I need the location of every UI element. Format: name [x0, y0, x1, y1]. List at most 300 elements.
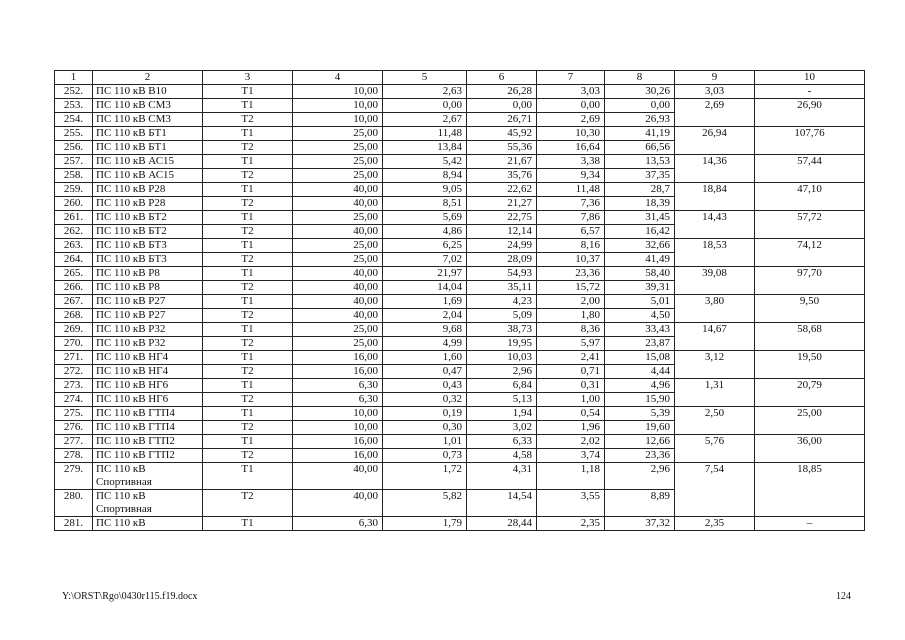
- group-percent-cell: 18,85: [755, 463, 865, 517]
- value-cell: 3,74: [537, 449, 605, 463]
- transformer-id: Т1: [203, 99, 293, 113]
- row-number: 260.: [55, 197, 93, 211]
- value-cell: 40,00: [293, 490, 383, 517]
- value-cell: 21,67: [467, 155, 537, 169]
- table-row: [55, 463, 865, 490]
- value-cell: 5,82: [383, 490, 467, 517]
- value-cell: 0,19: [383, 407, 467, 421]
- table-row: [55, 517, 865, 531]
- transformer-id: Т1: [203, 323, 293, 337]
- table-body: [55, 71, 865, 531]
- group-percent-cell: 9,50: [755, 295, 865, 323]
- value-cell: 6,25: [383, 239, 467, 253]
- group-total-cell: 14,67: [675, 323, 755, 351]
- substation-name: ПС 110 кВ Р27: [93, 295, 203, 309]
- value-cell: 22,75: [467, 211, 537, 225]
- row-number: 271.: [55, 351, 93, 365]
- value-cell: 11,48: [537, 183, 605, 197]
- group-total-cell: 3,80: [675, 295, 755, 323]
- value-cell: 40,00: [293, 309, 383, 323]
- table-row: [55, 267, 865, 281]
- value-cell: 12,66: [605, 435, 675, 449]
- value-cell: 0,43: [383, 379, 467, 393]
- value-cell: 35,76: [467, 169, 537, 183]
- value-cell: 6,33: [467, 435, 537, 449]
- substation-name: ПС 110 кВ Р8: [93, 281, 203, 295]
- value-cell: 66,56: [605, 141, 675, 155]
- value-cell: 8,36: [537, 323, 605, 337]
- substation-name: ПС 110 кВ БТ3: [93, 239, 203, 253]
- value-cell: 16,00: [293, 435, 383, 449]
- group-total-cell: 18,84: [675, 183, 755, 211]
- transformer-id: Т1: [203, 517, 293, 531]
- row-number: 277.: [55, 435, 93, 449]
- substation-name: ПС 110 кВ БТ1: [93, 127, 203, 141]
- header-cell: 7: [537, 71, 605, 85]
- header-cell: 1: [55, 71, 93, 85]
- group-total-cell: 2,69: [675, 99, 755, 127]
- value-cell: 18,39: [605, 197, 675, 211]
- header-row: [55, 71, 865, 85]
- value-cell: 10,00: [293, 113, 383, 127]
- transformer-id: Т2: [203, 365, 293, 379]
- group-percent-cell: 58,68: [755, 323, 865, 351]
- footer-page-number: 124: [836, 591, 851, 602]
- transformer-id: Т1: [203, 351, 293, 365]
- value-cell: 26,28: [467, 85, 537, 99]
- value-cell: 6,30: [293, 517, 383, 531]
- value-cell: 25,00: [293, 337, 383, 351]
- substation-name: ПС 110 кВ БТ1: [93, 141, 203, 155]
- header-cell: 10: [755, 71, 865, 85]
- substation-name: ПС 110 кВ Р28: [93, 183, 203, 197]
- value-cell: 45,92: [467, 127, 537, 141]
- group-total-cell: 3,12: [675, 351, 755, 379]
- value-cell: 7,36: [537, 197, 605, 211]
- substation-name: ПС 110 кВ Р27: [93, 309, 203, 323]
- header-cell: 6: [467, 71, 537, 85]
- value-cell: 54,93: [467, 267, 537, 281]
- value-cell: 0,00: [605, 99, 675, 113]
- row-number: 264.: [55, 253, 93, 267]
- value-cell: 30,26: [605, 85, 675, 99]
- value-cell: 26,93: [605, 113, 675, 127]
- value-cell: 7,02: [383, 253, 467, 267]
- substation-name: ПС 110 кВ НГ4: [93, 351, 203, 365]
- row-number: 265.: [55, 267, 93, 281]
- transformer-id: Т1: [203, 463, 293, 490]
- value-cell: 1,72: [383, 463, 467, 490]
- row-number: 252.: [55, 85, 93, 99]
- table-row: [55, 295, 865, 309]
- group-total-cell: 2,35: [675, 517, 755, 531]
- row-number: 274.: [55, 393, 93, 407]
- value-cell: 6,57: [537, 225, 605, 239]
- value-cell: 1,60: [383, 351, 467, 365]
- value-cell: 10,00: [293, 407, 383, 421]
- value-cell: 16,42: [605, 225, 675, 239]
- row-number: 281.: [55, 517, 93, 531]
- value-cell: 0,47: [383, 365, 467, 379]
- substation-name: ПС 110 кВ ГТП4: [93, 421, 203, 435]
- row-number: 261.: [55, 211, 93, 225]
- value-cell: 2,96: [467, 365, 537, 379]
- table-row: [55, 85, 865, 99]
- value-cell: 5,69: [383, 211, 467, 225]
- transformer-id: Т1: [203, 183, 293, 197]
- value-cell: 2,04: [383, 309, 467, 323]
- row-number: 273.: [55, 379, 93, 393]
- group-percent-cell: 26,90: [755, 99, 865, 127]
- value-cell: 19,60: [605, 421, 675, 435]
- value-cell: 25,00: [293, 253, 383, 267]
- value-cell: 16,00: [293, 365, 383, 379]
- value-cell: 31,45: [605, 211, 675, 225]
- substation-name: ПС 110 кВ НГ6: [93, 379, 203, 393]
- value-cell: 23,36: [537, 267, 605, 281]
- value-cell: 15,08: [605, 351, 675, 365]
- value-cell: 0,00: [467, 99, 537, 113]
- value-cell: 2,67: [383, 113, 467, 127]
- group-percent-cell: 36,00: [755, 435, 865, 463]
- value-cell: 0,73: [383, 449, 467, 463]
- group-total-cell: 7,54: [675, 463, 755, 517]
- value-cell: 1,96: [537, 421, 605, 435]
- transformer-id: Т2: [203, 197, 293, 211]
- transformer-id: Т1: [203, 127, 293, 141]
- transformer-id: Т1: [203, 379, 293, 393]
- substation-name: ПС 110 кВ Спортивная: [93, 490, 203, 517]
- value-cell: 6,30: [293, 379, 383, 393]
- value-cell: 0,00: [537, 99, 605, 113]
- value-cell: 40,00: [293, 463, 383, 490]
- row-number: 256.: [55, 141, 93, 155]
- value-cell: 10,00: [293, 421, 383, 435]
- value-cell: 3,02: [467, 421, 537, 435]
- value-cell: 41,49: [605, 253, 675, 267]
- value-cell: 0,30: [383, 421, 467, 435]
- transformer-id: Т2: [203, 141, 293, 155]
- row-number: 280.: [55, 490, 93, 517]
- group-percent-cell: -: [755, 85, 865, 99]
- value-cell: 32,66: [605, 239, 675, 253]
- group-percent-cell: 20,79: [755, 379, 865, 407]
- value-cell: 37,35: [605, 169, 675, 183]
- header-cell: 4: [293, 71, 383, 85]
- group-total-cell: 3,03: [675, 85, 755, 99]
- header-cell: 5: [383, 71, 467, 85]
- value-cell: 40,00: [293, 281, 383, 295]
- value-cell: 15,90: [605, 393, 675, 407]
- value-cell: 39,31: [605, 281, 675, 295]
- value-cell: 3,55: [537, 490, 605, 517]
- value-cell: 3,38: [537, 155, 605, 169]
- group-total-cell: 18,53: [675, 239, 755, 267]
- table-row: [55, 211, 865, 225]
- substation-name: ПС 110 кВ АС15: [93, 169, 203, 183]
- value-cell: 0,71: [537, 365, 605, 379]
- value-cell: 21,27: [467, 197, 537, 211]
- substation-name: ПС 110 кВ: [93, 517, 203, 531]
- value-cell: 0,00: [383, 99, 467, 113]
- value-cell: 2,69: [537, 113, 605, 127]
- value-cell: 22,62: [467, 183, 537, 197]
- value-cell: 5,09: [467, 309, 537, 323]
- row-number: 268.: [55, 309, 93, 323]
- table-row: [55, 379, 865, 393]
- value-cell: 40,00: [293, 197, 383, 211]
- value-cell: 23,87: [605, 337, 675, 351]
- value-cell: 1,79: [383, 517, 467, 531]
- value-cell: 40,00: [293, 267, 383, 281]
- transformer-id: Т2: [203, 225, 293, 239]
- group-total-cell: 1,31: [675, 379, 755, 407]
- table-row: [55, 323, 865, 337]
- value-cell: 35,11: [467, 281, 537, 295]
- value-cell: 12,14: [467, 225, 537, 239]
- substation-name: ПС 110 кВ СМ3: [93, 99, 203, 113]
- value-cell: 40,00: [293, 295, 383, 309]
- value-cell: 13,53: [605, 155, 675, 169]
- value-cell: 11,48: [383, 127, 467, 141]
- group-percent-cell: 107,76: [755, 127, 865, 155]
- value-cell: 1,69: [383, 295, 467, 309]
- value-cell: 25,00: [293, 127, 383, 141]
- substation-name: ПС 110 кВ Спортивная: [93, 463, 203, 490]
- value-cell: 4,86: [383, 225, 467, 239]
- data-table: [54, 70, 865, 531]
- substation-name: ПС 110 кВ ГТП2: [93, 435, 203, 449]
- row-number: 279.: [55, 463, 93, 490]
- value-cell: 0,32: [383, 393, 467, 407]
- transformer-id: Т2: [203, 309, 293, 323]
- value-cell: 5,13: [467, 393, 537, 407]
- value-cell: 4,96: [605, 379, 675, 393]
- group-percent-cell: 47,10: [755, 183, 865, 211]
- value-cell: 58,40: [605, 267, 675, 281]
- transformer-id: Т1: [203, 85, 293, 99]
- row-number: 275.: [55, 407, 93, 421]
- group-percent-cell: –: [755, 517, 865, 531]
- value-cell: 1,18: [537, 463, 605, 490]
- value-cell: 26,71: [467, 113, 537, 127]
- group-total-cell: 14,43: [675, 211, 755, 239]
- value-cell: 25,00: [293, 169, 383, 183]
- value-cell: 2,41: [537, 351, 605, 365]
- value-cell: 2,35: [537, 517, 605, 531]
- substation-name: ПС 110 кВ БТ2: [93, 225, 203, 239]
- value-cell: 15,72: [537, 281, 605, 295]
- transformer-id: Т2: [203, 169, 293, 183]
- row-number: 258.: [55, 169, 93, 183]
- table-row: [55, 239, 865, 253]
- value-cell: 3,03: [537, 85, 605, 99]
- transformer-id: Т1: [203, 295, 293, 309]
- row-number: 263.: [55, 239, 93, 253]
- substation-name: ПС 110 кВ В10: [93, 85, 203, 99]
- substation-name: ПС 110 кВ Р32: [93, 337, 203, 351]
- value-cell: 7,86: [537, 211, 605, 225]
- value-cell: 2,02: [537, 435, 605, 449]
- group-total-cell: 2,50: [675, 407, 755, 435]
- transformer-id: Т1: [203, 435, 293, 449]
- row-number: 257.: [55, 155, 93, 169]
- value-cell: 4,99: [383, 337, 467, 351]
- value-cell: 10,00: [293, 99, 383, 113]
- value-cell: 28,09: [467, 253, 537, 267]
- row-number: 278.: [55, 449, 93, 463]
- footer-file-path: Y:\ORST\Rgo\0430r115.f19.docx: [62, 591, 198, 602]
- substation-name: ПС 110 кВ Р32: [93, 323, 203, 337]
- value-cell: 14,54: [467, 490, 537, 517]
- table-row: [55, 407, 865, 421]
- value-cell: 9,68: [383, 323, 467, 337]
- row-number: 262.: [55, 225, 93, 239]
- value-cell: 41,19: [605, 127, 675, 141]
- value-cell: 4,50: [605, 309, 675, 323]
- transformer-id: Т1: [203, 211, 293, 225]
- group-total-cell: 14,36: [675, 155, 755, 183]
- value-cell: 5,42: [383, 155, 467, 169]
- transformer-id: Т2: [203, 449, 293, 463]
- value-cell: 4,58: [467, 449, 537, 463]
- row-number: 269.: [55, 323, 93, 337]
- value-cell: 21,97: [383, 267, 467, 281]
- row-number: 267.: [55, 295, 93, 309]
- value-cell: 16,64: [537, 141, 605, 155]
- value-cell: 19,95: [467, 337, 537, 351]
- transformer-id: Т2: [203, 490, 293, 517]
- value-cell: 4,23: [467, 295, 537, 309]
- transformer-id: Т2: [203, 337, 293, 351]
- table-row: [55, 99, 865, 113]
- value-cell: 9,05: [383, 183, 467, 197]
- row-number: 259.: [55, 183, 93, 197]
- value-cell: 38,73: [467, 323, 537, 337]
- value-cell: 24,99: [467, 239, 537, 253]
- value-cell: 2,63: [383, 85, 467, 99]
- transformer-id: Т2: [203, 253, 293, 267]
- value-cell: 8,89: [605, 490, 675, 517]
- group-percent-cell: 74,12: [755, 239, 865, 267]
- transformer-id: Т1: [203, 239, 293, 253]
- value-cell: 25,00: [293, 211, 383, 225]
- value-cell: 8,94: [383, 169, 467, 183]
- transformer-id: Т1: [203, 267, 293, 281]
- row-number: 276.: [55, 421, 93, 435]
- value-cell: 1,00: [537, 393, 605, 407]
- value-cell: 2,00: [537, 295, 605, 309]
- value-cell: 1,94: [467, 407, 537, 421]
- transformer-id: Т2: [203, 421, 293, 435]
- value-cell: 28,44: [467, 517, 537, 531]
- substation-name: ПС 110 кВ СМ3: [93, 113, 203, 127]
- document-page: [54, 70, 864, 531]
- value-cell: 13,84: [383, 141, 467, 155]
- value-cell: 25,00: [293, 239, 383, 253]
- value-cell: 14,04: [383, 281, 467, 295]
- value-cell: 8,16: [537, 239, 605, 253]
- value-cell: 23,36: [605, 449, 675, 463]
- row-number: 254.: [55, 113, 93, 127]
- value-cell: 55,36: [467, 141, 537, 155]
- substation-name: ПС 110 кВ БТ3: [93, 253, 203, 267]
- row-number: 253.: [55, 99, 93, 113]
- value-cell: 40,00: [293, 225, 383, 239]
- row-number: 272.: [55, 365, 93, 379]
- value-cell: 10,03: [467, 351, 537, 365]
- transformer-id: Т2: [203, 281, 293, 295]
- header-cell: 9: [675, 71, 755, 85]
- value-cell: 0,54: [537, 407, 605, 421]
- group-percent-cell: 57,44: [755, 155, 865, 183]
- group-percent-cell: 25,00: [755, 407, 865, 435]
- transformer-id: Т1: [203, 155, 293, 169]
- table-row: [55, 183, 865, 197]
- value-cell: 5,97: [537, 337, 605, 351]
- value-cell: 4,31: [467, 463, 537, 490]
- substation-name: ПС 110 кВ НГ4: [93, 365, 203, 379]
- group-total-cell: 5,76: [675, 435, 755, 463]
- value-cell: 1,80: [537, 309, 605, 323]
- header-cell: 2: [93, 71, 203, 85]
- value-cell: 25,00: [293, 323, 383, 337]
- header-cell: 8: [605, 71, 675, 85]
- group-percent-cell: 57,72: [755, 211, 865, 239]
- group-total-cell: 39,08: [675, 267, 755, 295]
- header-cell: 3: [203, 71, 293, 85]
- row-number: 266.: [55, 281, 93, 295]
- value-cell: 4,44: [605, 365, 675, 379]
- substation-name: ПС 110 кВ Р28: [93, 197, 203, 211]
- substation-name: ПС 110 кВ БТ2: [93, 211, 203, 225]
- group-percent-cell: 19,50: [755, 351, 865, 379]
- table-row: [55, 351, 865, 365]
- value-cell: 16,00: [293, 351, 383, 365]
- table-row: [55, 127, 865, 141]
- value-cell: 10,00: [293, 85, 383, 99]
- transformer-id: Т2: [203, 393, 293, 407]
- value-cell: 9,34: [537, 169, 605, 183]
- row-number: 255.: [55, 127, 93, 141]
- value-cell: 40,00: [293, 183, 383, 197]
- value-cell: 25,00: [293, 141, 383, 155]
- substation-name: ПС 110 кВ ГТП2: [93, 449, 203, 463]
- value-cell: 10,30: [537, 127, 605, 141]
- substation-name: ПС 110 кВ АС15: [93, 155, 203, 169]
- value-cell: 10,37: [537, 253, 605, 267]
- value-cell: 1,01: [383, 435, 467, 449]
- value-cell: 6,30: [293, 393, 383, 407]
- substation-name: ПС 110 кВ Р8: [93, 267, 203, 281]
- table-row: [55, 155, 865, 169]
- value-cell: 16,00: [293, 449, 383, 463]
- substation-name: ПС 110 кВ НГ6: [93, 393, 203, 407]
- value-cell: 0,31: [537, 379, 605, 393]
- value-cell: 28,7: [605, 183, 675, 197]
- value-cell: 25,00: [293, 155, 383, 169]
- value-cell: 37,32: [605, 517, 675, 531]
- row-number: 270.: [55, 337, 93, 351]
- value-cell: 5,39: [605, 407, 675, 421]
- value-cell: 33,43: [605, 323, 675, 337]
- group-total-cell: 26,94: [675, 127, 755, 155]
- group-percent-cell: 97,70: [755, 267, 865, 295]
- substation-name: ПС 110 кВ ГТП4: [93, 407, 203, 421]
- table-row: [55, 435, 865, 449]
- value-cell: 6,84: [467, 379, 537, 393]
- value-cell: 8,51: [383, 197, 467, 211]
